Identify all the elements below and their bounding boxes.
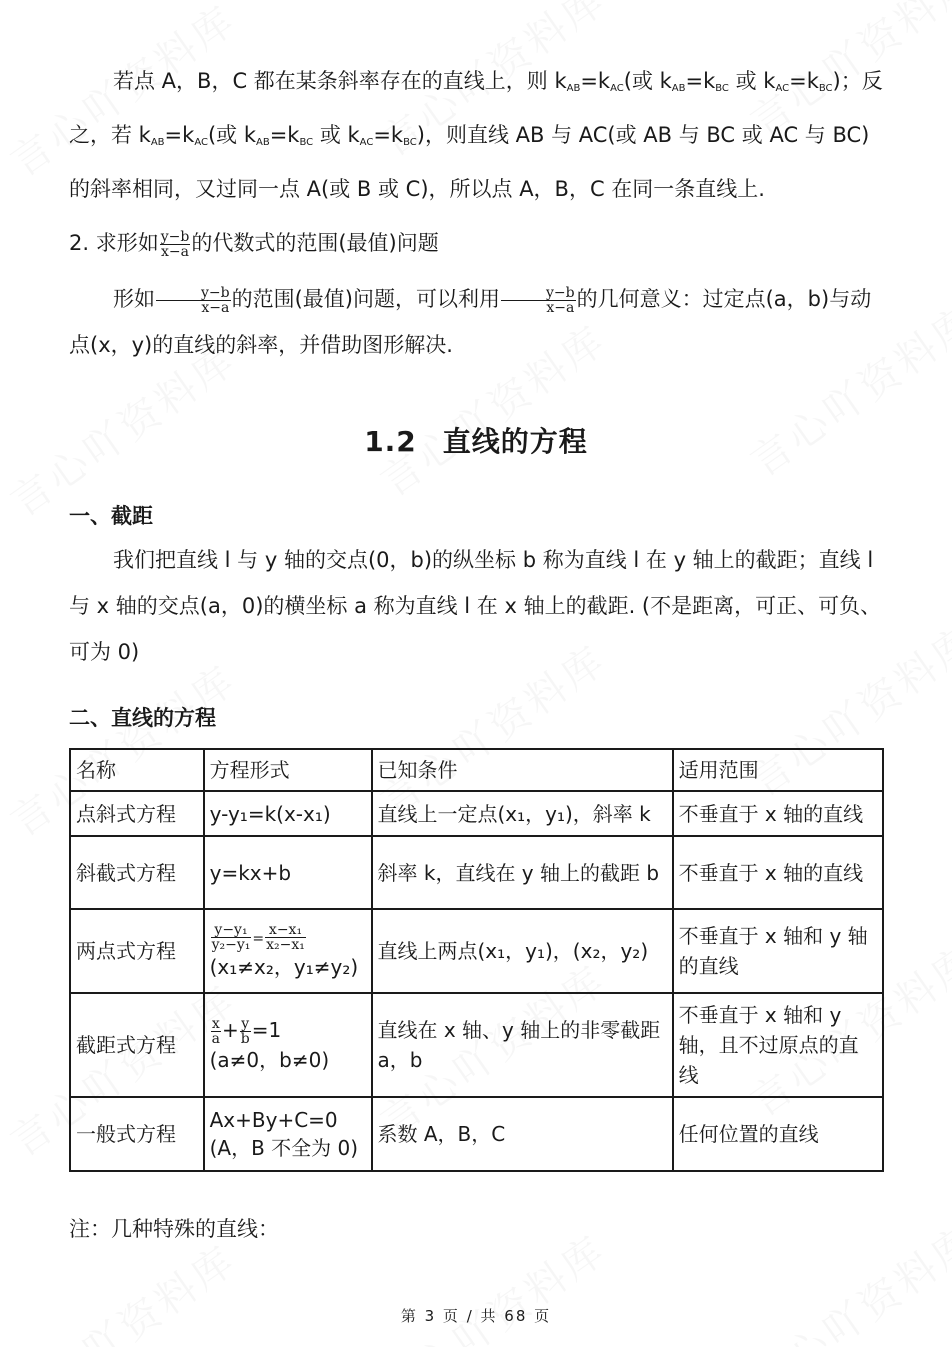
row-form: y=kx+b	[204, 836, 372, 909]
row-condition: 直线上一定点(x₁，y₁)，斜率 k	[372, 791, 673, 836]
row-condition: 系数 A，B，C	[372, 1097, 673, 1171]
row-form: Ax+By+C=0 (A，B 不全为 0)	[204, 1097, 372, 1171]
item2-heading: 2. 求形如 $\frac{y-b}{x-a}$ 的代数式的范围(最值)问题	[69, 228, 439, 260]
line-equations-table	[69, 748, 884, 1172]
row-form: y-y₁=k(x-x₁)	[204, 791, 372, 836]
item2-body: 形如 $\frac{y-b}{x-a}$ 的范围(最值)问题，可以利用 $\frac{y-b}{x-a}$ 的几何意义：过定点(a，b)与动点(x，y)的直线的斜率，并借助图形解决.	[69, 284, 872, 357]
fraction: $\frac{y-b}{x-a}$	[501, 286, 576, 315]
table-row	[70, 1097, 883, 1171]
header-cell: 方程形式	[204, 749, 372, 791]
row-condition: 直线上两点(x₁，y₁)，(x₂，y₂)	[372, 909, 673, 993]
row-scope: 不垂直于 x 轴和 y 轴的直线	[673, 909, 883, 993]
note-text: 注：几种特殊的直线：	[69, 1217, 279, 1241]
row-name: 点斜式方程	[70, 791, 204, 836]
table-row	[70, 993, 883, 1097]
row-form: $\frac{x}{a}$ + $\frac{y}{b}$ =1 (a≠0，b≠0)	[204, 993, 372, 1097]
fraction: $\frac{y-b}{x-a}$	[156, 286, 231, 315]
section-title: 1.2 直线的方程	[364, 425, 588, 458]
row-scope: 不垂直于 x 轴的直线	[673, 836, 883, 909]
row-scope: 任何位置的直线	[673, 1097, 883, 1171]
header-cell: 已知条件	[372, 749, 673, 791]
equations-heading: 二、直线的方程	[69, 706, 216, 730]
header-cell: 适用范围	[673, 749, 883, 791]
row-condition: 斜率 k，直线在 y 轴上的截距 b	[372, 836, 673, 909]
intercept-heading: 一、截距	[69, 504, 153, 528]
table-header-row	[70, 749, 883, 791]
collinear-paragraph: 若点 A，B，C 都在某条斜率存在的直线上，则 $k_{AB}=k_{AC}$(或 $k_{AB}=k_{BC}$ 或 $k_{AC}=k_{BC}$)；反之，若 $k_{AB}=k_{AC}$(或 $k_{AB}=k_{BC}$ 或 $k_{AC}=k_{BC}$)，则直线 AB 与 AC(或 AB 与 BC 或 AC 与 BC)的斜率相同，又过同一点 A(或 B 或 C)，所以点 A，B，C 在同一条直线上.	[69, 69, 883, 201]
row-form: $\frac{\text{y−y₁}}{\text{y₂−y₁}}$ = $\frac{\text{x−x₁}}{\text{x₂−x₁}}$ (x₁≠x₂，y₁≠y₂)	[204, 909, 372, 993]
table-row	[70, 836, 883, 909]
row-scope: 不垂直于 x 轴的直线	[673, 791, 883, 836]
row-name: 截距式方程	[70, 993, 204, 1097]
row-name: 两点式方程	[70, 909, 204, 993]
intercept-body: 我们把直线 l 与 y 轴的交点(0，b)的纵坐标 b 称为直线 l 在 y 轴上的截距；直线 l 与 x 轴的交点(a，0)的横坐标 a 称为直线 l 在 x 轴上的截距. (不是距离，可正、可负、可为 0)	[69, 548, 882, 664]
table-row	[70, 909, 883, 993]
header-cell: 名称	[70, 749, 204, 791]
table-row	[70, 791, 883, 836]
fraction: $\frac{y-b}{x-a}$	[160, 228, 190, 260]
page-footer: 第 3 页 / 共 68 页	[400, 1307, 552, 1325]
row-condition: 直线在 x 轴、y 轴上的非零截距 a，b	[372, 993, 673, 1097]
row-scope: 不垂直于 x 轴和 y 轴，且不过原点的直线	[673, 993, 883, 1097]
row-name: 一般式方程	[70, 1097, 204, 1171]
row-name: 斜截式方程	[70, 836, 204, 909]
